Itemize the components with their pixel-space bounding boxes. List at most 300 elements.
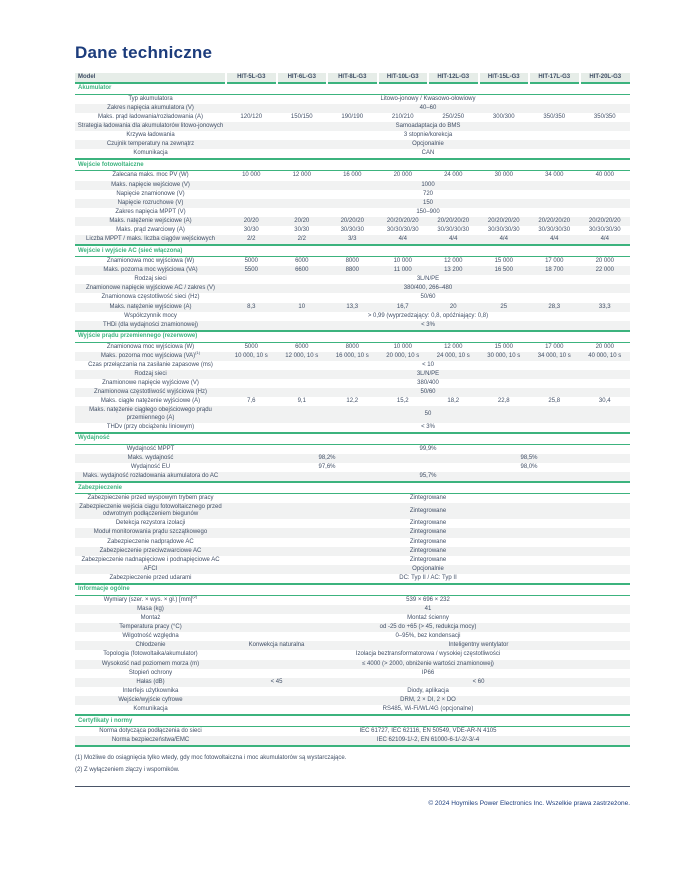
spec-value: 10 000	[242, 172, 261, 179]
section-header-row	[75, 584, 630, 596]
spec-value: 150/150	[290, 114, 313, 120]
spec-value: 2/2	[226, 235, 277, 245]
spec-row	[75, 199, 630, 208]
spec-value: 3L/N/PE	[416, 276, 440, 283]
spec-value: Opcjonalnie	[226, 140, 630, 149]
spec-row	[75, 503, 630, 519]
spec-row	[75, 266, 630, 275]
spec-value: 95,7%	[226, 472, 630, 482]
section-header-row	[75, 331, 630, 343]
spec-value: 18,2	[447, 398, 460, 405]
spec-value: 13 200	[428, 266, 479, 275]
spec-label: Maks. natężenie wejściowe (A)	[75, 217, 226, 226]
spec-value: Zintegrowane	[226, 503, 630, 519]
spec-value: IEC 61727, IEC 62116, EN 50549, VDE-AR-N 4105	[359, 728, 497, 735]
spec-label: Znamionowa częstotliwość sieci (Hz)	[101, 294, 200, 301]
footnote-2: (2) Z wyłączeniem złączy i wsporników.	[75, 767, 180, 774]
spec-section	[75, 83, 630, 160]
spec-value: 20/20/20/20	[580, 217, 631, 226]
spec-section	[75, 584, 630, 715]
spec-value: 17 000	[545, 343, 564, 350]
spec-value: Zintegrowane	[409, 538, 447, 545]
spec-row	[75, 149, 630, 159]
spec-value: 10 000	[393, 258, 412, 265]
spec-value: 4/4	[378, 235, 429, 245]
spec-label: Napięcie rozruchowe (V)	[75, 199, 226, 208]
spec-label: Zabezpieczenie przed udarami	[109, 574, 192, 581]
spec-row	[75, 538, 630, 547]
spec-row	[75, 727, 630, 737]
spec-label: Maks. napięcie wejściowe (V)	[75, 181, 226, 190]
spec-row	[75, 705, 630, 715]
spec-value: 6000	[295, 343, 309, 350]
footnote-marker: (1)	[195, 349, 201, 355]
spec-row	[75, 623, 630, 632]
spec-value: 34 000	[545, 172, 564, 179]
spec-value: 20/20/20/20	[428, 217, 479, 226]
spec-value: 30/30/30/30	[538, 226, 571, 233]
spec-row	[75, 361, 630, 370]
spec-value: 0–95%, bez kondensacji	[395, 633, 461, 640]
spec-value: 20 000, 10 s	[378, 352, 429, 361]
spec-row	[75, 650, 630, 659]
spec-label: Detekcja rezystora izolacji	[115, 520, 186, 527]
spec-value: 99,9%	[419, 445, 437, 452]
model-column-header: HIT-17L-G3	[529, 73, 580, 83]
spec-value: 350/350	[543, 114, 566, 120]
spec-value: DRM, 2 × DI, 2 × DO	[226, 696, 630, 705]
spec-value: Diody, aplikacja	[407, 687, 449, 694]
spec-value: 8800	[327, 266, 378, 275]
spec-label: Współczynnik mocy	[124, 312, 177, 319]
spec-value: 10	[277, 303, 328, 312]
model-column-header: HIT-10L-G3	[378, 73, 429, 83]
spec-value: 8000	[345, 343, 359, 350]
spec-value: od -25 do +65 (> 45, redukcja mocy)	[226, 623, 630, 632]
spec-value: Montaż ścienny	[407, 615, 449, 622]
spec-value: 3L/N/PE	[226, 370, 630, 379]
spec-row	[75, 528, 630, 537]
spec-row	[75, 284, 630, 293]
spec-label: Znamionowa moc wyjściowa (W)	[106, 343, 195, 350]
spec-value: 4/4	[529, 235, 580, 245]
spec-value: Zintegrowane	[226, 528, 630, 537]
spec-value: 18 700	[529, 266, 580, 275]
model-column-header: HIT-8L-G3	[327, 73, 378, 83]
spec-label: Maks. pozorna moc wyjściowa (VA)	[75, 266, 226, 275]
spec-value: 8,3	[226, 303, 277, 312]
spec-value: Zintegrowane	[409, 556, 447, 563]
spec-value: 20	[428, 303, 479, 312]
spec-label: Zabezpieczenie nadprądowe AC	[107, 538, 194, 545]
spec-row	[75, 494, 630, 504]
spec-value: 5000	[244, 343, 258, 350]
section-header-row	[75, 433, 630, 445]
spec-label: AFCI	[75, 565, 226, 574]
spec-row	[75, 397, 630, 406]
spec-value: < 45	[226, 678, 327, 687]
spec-row	[75, 696, 630, 705]
spec-value: Opcjonalnie	[226, 565, 630, 574]
section-title: Wyjście prądu przemiennego (rezerwowe)	[75, 331, 630, 343]
spec-value: 41	[226, 605, 630, 614]
spec-value: 4/4	[580, 235, 631, 245]
spec-label: Znamionowe napięcie wyjściowe (V)	[102, 380, 199, 387]
spec-label: Znamionowa moc wyjściowa (W)	[106, 258, 195, 265]
spec-value: Litowo-jonowy / Kwasowo-ołowiowy	[380, 95, 476, 102]
spec-value: 300/300	[492, 114, 515, 120]
spec-label: Interfejs użytkownika	[122, 687, 179, 694]
spec-label: Komunikacja	[133, 705, 168, 712]
spec-section	[75, 482, 630, 584]
footnotes	[75, 752, 630, 776]
spec-label: THDi (dla wydajności znamionowej)	[75, 321, 226, 331]
spec-row	[75, 113, 630, 122]
spec-label: Zabezpieczenie wejścia ciągu fotowoltaicznego przed odwrotnym podłączeniem biegunów	[75, 503, 226, 519]
spec-row	[75, 614, 630, 623]
spec-value: 15 000	[494, 258, 513, 265]
spec-value: 2/2	[277, 235, 328, 245]
spec-value: < 3%	[226, 321, 630, 331]
spec-row	[75, 131, 630, 140]
spec-value: 24 000	[444, 172, 463, 179]
spec-value: 5500	[226, 266, 277, 275]
spec-row	[75, 94, 630, 104]
spec-label: Maks. prąd ładowania/rozładowania (A)	[97, 114, 204, 120]
spec-value: 50	[226, 406, 630, 422]
spec-value: 10 000, 10 s	[226, 352, 277, 361]
spec-row	[75, 595, 630, 605]
spec-value: 12 000	[292, 172, 311, 179]
section-title: Wydajność	[75, 433, 630, 445]
spec-label: Maks. wydajność	[75, 454, 226, 463]
spec-label: Zabezpieczenie nadnapięciowe i podnapięciowe AC	[81, 556, 220, 563]
spec-value: Zintegrowane	[409, 495, 447, 502]
spec-value: < 10	[422, 362, 434, 369]
spec-value: 30,4	[598, 398, 611, 405]
spec-label: Stopień ochrony	[128, 669, 173, 676]
spec-label: Zakres napięcia akumulatora (V)	[75, 104, 226, 113]
spec-label: Rodzaj sieci	[134, 276, 167, 283]
spec-row	[75, 556, 630, 565]
spec-value: 12 000	[444, 258, 463, 265]
spec-value: 1000	[226, 181, 630, 190]
spec-row	[75, 190, 630, 199]
spec-value: 20/20/20/20	[479, 217, 530, 226]
spec-value: 6600	[277, 266, 328, 275]
spec-value: Konwekcja naturalna	[226, 641, 327, 650]
page-title: Dane techniczne	[75, 43, 213, 62]
spec-value: 15,2	[396, 398, 409, 405]
spec-value: 5000	[244, 258, 258, 265]
spec-value: IEC 62109-1/-2, EN 61000-6-1/-2/-3/-4	[226, 736, 630, 746]
spec-value: Inteligentny wentylator	[327, 641, 630, 650]
spec-value: 97,6%	[318, 463, 336, 470]
spec-value: 20/20	[226, 217, 277, 226]
spec-label: Masa (kg)	[75, 605, 226, 614]
spec-row	[75, 257, 630, 267]
spec-value: 12,2	[346, 398, 359, 405]
spec-value: 13,3	[327, 303, 378, 312]
spec-value: 4/4	[479, 235, 530, 245]
spec-label: Zalecana maks. moc PV (W)	[112, 172, 189, 179]
spec-label: Typ akumulatora	[128, 95, 173, 102]
spec-value: 30/30	[294, 226, 310, 233]
spec-label: Czujnik temperatury na zewnątrz	[75, 140, 226, 149]
model-column-header: HIT-5L-G3	[226, 73, 277, 83]
section-title: Wejście fotowoltaiczne	[75, 159, 630, 171]
section-title: Wejście i wyjście AC (sieć włączona)	[75, 245, 630, 257]
footnote-1: (1) Możliwe do osiągnięcia tylko wtedy, gdy moc fotowoltaiczna i moc akumulatorów są wystarczające.	[75, 755, 347, 762]
spec-value: IP66	[421, 669, 435, 676]
section-header-row	[75, 159, 630, 171]
spec-label: Wejście/wyjście cyfrowe	[75, 696, 226, 705]
spec-value: 8000	[345, 258, 359, 265]
spec-value: 30 000, 10 s	[479, 352, 530, 361]
spec-label: Krzywa ładowania	[126, 132, 175, 139]
spec-label: Wydajność EU	[130, 463, 171, 470]
spec-value: 4/4	[428, 235, 479, 245]
spec-row	[75, 660, 630, 669]
spec-value: 30/30/30/30	[386, 226, 419, 233]
spec-value: 250/250	[442, 114, 465, 120]
section-header-row	[75, 715, 630, 727]
spec-row	[75, 352, 630, 361]
spec-row	[75, 406, 630, 422]
spec-value: 150	[226, 199, 630, 208]
spec-section	[75, 433, 630, 482]
spec-label: THDv (przy obciążeniu liniowym)	[106, 423, 195, 430]
spec-label: Napięcie znamionowe (V)	[116, 190, 185, 197]
spec-row	[75, 519, 630, 528]
spec-value: < 60	[327, 678, 630, 687]
spec-value: Izolacja beztransformatorowa / wysokiej częstotliwości	[355, 651, 501, 658]
spec-row	[75, 140, 630, 149]
spec-label: Komunikacja	[133, 150, 168, 157]
spec-table	[75, 73, 630, 748]
spec-label: Znamionowa częstotliwość wyjściowa (Hz)	[75, 388, 226, 397]
model-column-header: HIT-12L-G3	[428, 73, 479, 83]
spec-value: 16,7	[378, 303, 429, 312]
spec-row	[75, 641, 630, 650]
spec-value: 190/190	[341, 114, 364, 120]
spec-value: Zintegrowane	[226, 547, 630, 556]
spec-label: Wilgotność względna	[122, 633, 179, 640]
spec-label: Maks. natężenie ciągłego obejściowego prądu przemiennego (A)	[75, 406, 226, 422]
spec-row	[75, 379, 630, 388]
spec-row	[75, 632, 630, 641]
section-header-row	[75, 482, 630, 494]
spec-value: 9,1	[297, 398, 306, 405]
spec-label: Czas przełączania na zasilanie zapasowe (ms)	[88, 362, 213, 369]
model-header-row	[75, 73, 630, 83]
spec-value: 22,8	[497, 398, 510, 405]
spec-row	[75, 547, 630, 556]
section-title: Zabezpieczenie	[75, 482, 630, 494]
spec-row	[75, 208, 630, 217]
spec-value: 11 000	[378, 266, 429, 275]
spec-row	[75, 678, 630, 687]
model-column-header: HIT-6L-G3	[277, 73, 328, 83]
spec-label: Maks. ciągłe natężenie wyjściowe (A)	[100, 398, 201, 405]
spec-row	[75, 321, 630, 331]
spec-label: Znamionowe napięcie wyjściowe AC / zakres (V)	[75, 284, 226, 293]
spec-label: Chłodzenie	[75, 641, 226, 650]
spec-value: 50/60	[420, 294, 436, 301]
spec-value: 25	[479, 303, 530, 312]
model-header	[75, 73, 630, 83]
footnote-marker: (2)	[192, 593, 198, 599]
spec-value: 15 000	[494, 343, 513, 350]
spec-row	[75, 293, 630, 302]
spec-value: 720	[422, 190, 433, 197]
spec-value: 350/350	[593, 114, 616, 120]
spec-label: Norma bezpieczeństwa/EMC	[75, 736, 226, 746]
spec-row	[75, 669, 630, 678]
spec-value: 33,3	[580, 303, 631, 312]
spec-value: 3/3	[327, 235, 378, 245]
section-header-row	[75, 245, 630, 257]
spec-value: 22 000	[580, 266, 631, 275]
spec-value: 30/30/30	[340, 226, 364, 233]
spec-label: Strategia ładowania dla akumulatorów litowo-jonowych	[75, 122, 226, 131]
spec-value: 210/210	[391, 114, 414, 120]
spec-value: 20 000	[393, 172, 412, 179]
spec-value: 98,0%	[520, 463, 538, 470]
section-title: Akumulator	[75, 83, 630, 95]
spec-label: Moduł monitorowania prądu szczątkowego	[75, 528, 226, 537]
spec-label: Norma dotycząca podłączenia do sieci	[99, 728, 202, 735]
model-column-header: HIT-15L-G3	[479, 73, 530, 83]
spec-value: 16 500	[479, 266, 530, 275]
spec-value: < 3%	[421, 423, 435, 430]
model-header-label: Model	[75, 73, 226, 83]
spec-label: Topologia (fotowoltaika/akumulator)	[103, 651, 198, 658]
spec-value: 30/30/30/30	[588, 226, 621, 233]
spec-label: Maks. pozorna moc wyjściowa (VA)$^{(1)}$	[75, 352, 226, 361]
spec-value: 20/20/20/20	[529, 217, 580, 226]
spec-row	[75, 574, 630, 584]
spec-value: 380/400, 266–480	[226, 284, 630, 293]
spec-value: 30/30	[243, 226, 259, 233]
spec-row	[75, 454, 630, 463]
spec-value: 3 stopnie/korekcja	[403, 132, 453, 139]
spec-section	[75, 159, 630, 245]
spec-value: 30 000	[494, 172, 513, 179]
spec-value: 17 000	[545, 258, 564, 265]
spec-row	[75, 370, 630, 379]
spec-value: 16 000	[343, 172, 362, 179]
spec-value: Samoadaptacja do BMS	[226, 122, 630, 131]
spec-row	[75, 605, 630, 614]
spec-row	[75, 226, 630, 235]
spec-value: 34 000, 10 s	[529, 352, 580, 361]
spec-section	[75, 715, 630, 746]
spec-value: 28,3	[529, 303, 580, 312]
spec-label: Maks. prąd zwarciowy (A)	[116, 226, 185, 233]
spec-value: Zintegrowane	[409, 520, 447, 527]
spec-value: 25,8	[548, 398, 561, 405]
spec-row	[75, 423, 630, 433]
spec-value: > 0,99 (wyprzedzający: 0,8, opóźniający: 0,8)	[367, 312, 489, 319]
spec-label: Zabezpieczenie przeciwzwarciowe AC	[75, 547, 226, 556]
spec-row	[75, 342, 630, 352]
spec-value: 539 × 696 × 232	[406, 596, 450, 603]
spec-row	[75, 388, 630, 397]
spec-value: 50/60	[226, 388, 630, 397]
spec-value: 380/400	[417, 380, 439, 387]
spec-row	[75, 565, 630, 574]
spec-value: 120/120	[240, 114, 263, 120]
spec-value: 6000	[295, 258, 309, 265]
spec-row	[75, 122, 630, 131]
spec-row	[75, 736, 630, 746]
spec-label: Hałas (dB)	[75, 678, 226, 687]
section-title: Certyfikaty i normy	[75, 715, 630, 727]
spec-value: ≤ 4000 (> 2000, obniżenie wartości znamionowej)	[226, 660, 630, 669]
spec-value: 12 000, 10 s	[277, 352, 328, 361]
spec-label: Montaż	[140, 615, 161, 622]
spec-label: Zakres napięcia MPPT (V)	[115, 208, 186, 215]
spec-row	[75, 235, 630, 245]
spec-section	[75, 245, 630, 331]
spec-section	[75, 331, 630, 433]
spec-row	[75, 217, 630, 226]
spec-value: DC: Typ II / AC: Typ II	[399, 574, 457, 581]
spec-row	[75, 463, 630, 472]
spec-row	[75, 303, 630, 312]
spec-value: 20/20/20/20	[378, 217, 429, 226]
spec-label: Wysokość nad poziomem morza (m)	[75, 660, 226, 669]
spec-row	[75, 312, 630, 321]
spec-value: 10 000	[393, 343, 412, 350]
spec-label: Liczba MPPT / maks. liczba ciągów wejściowych	[75, 235, 226, 245]
spec-value: 98,5%	[428, 454, 630, 463]
spec-row	[75, 104, 630, 113]
spec-value: 24 000, 10 s	[428, 352, 479, 361]
spec-row	[75, 472, 630, 482]
spec-value: 30/30/30/30	[487, 226, 520, 233]
spec-value: 98,2%	[226, 454, 428, 463]
copyright-text: © 2024 Hoymiles Power Electronics Inc. Wszelkie prawa zastrzeżone.	[428, 800, 630, 808]
footer-divider	[75, 786, 630, 787]
spec-value: 20/20	[277, 217, 328, 226]
spec-value: 20 000	[595, 258, 614, 265]
spec-value: 40–60	[226, 104, 630, 113]
spec-label: Rodzaj sieci	[75, 370, 226, 379]
section-title: Informacje ogólne	[75, 584, 630, 596]
spec-value: 150–900	[416, 208, 440, 215]
spec-row	[75, 275, 630, 284]
spec-value: 7,6	[247, 398, 256, 405]
spec-label: Maks. wydajność rozładowania akumulatora do AC	[75, 472, 226, 482]
spec-value: 20/20/20	[327, 217, 378, 226]
spec-value: 12 000	[444, 343, 463, 350]
section-header-row	[75, 83, 630, 95]
spec-value: 40 000	[595, 172, 614, 179]
spec-label: Maks. natężenie wyjściowe (A)	[75, 303, 226, 312]
spec-value: 30/30/30/30	[437, 226, 470, 233]
spec-label: Zabezpieczenie przed wyspowym trybem pracy	[87, 495, 214, 502]
spec-value: 20 000	[595, 343, 614, 350]
spec-row	[75, 687, 630, 696]
spec-row	[75, 171, 630, 181]
model-column-header: HIT-20L-G3	[580, 73, 631, 83]
spec-row	[75, 444, 630, 454]
spec-label: Wymiary (szer. × wys. × gł.) [mm]$^{(2)}$	[103, 593, 198, 603]
spec-value: RS485, Wi-Fi/WL/4G (opcjonalne)	[382, 705, 474, 712]
spec-label: Wydajność MPPT	[126, 445, 175, 452]
